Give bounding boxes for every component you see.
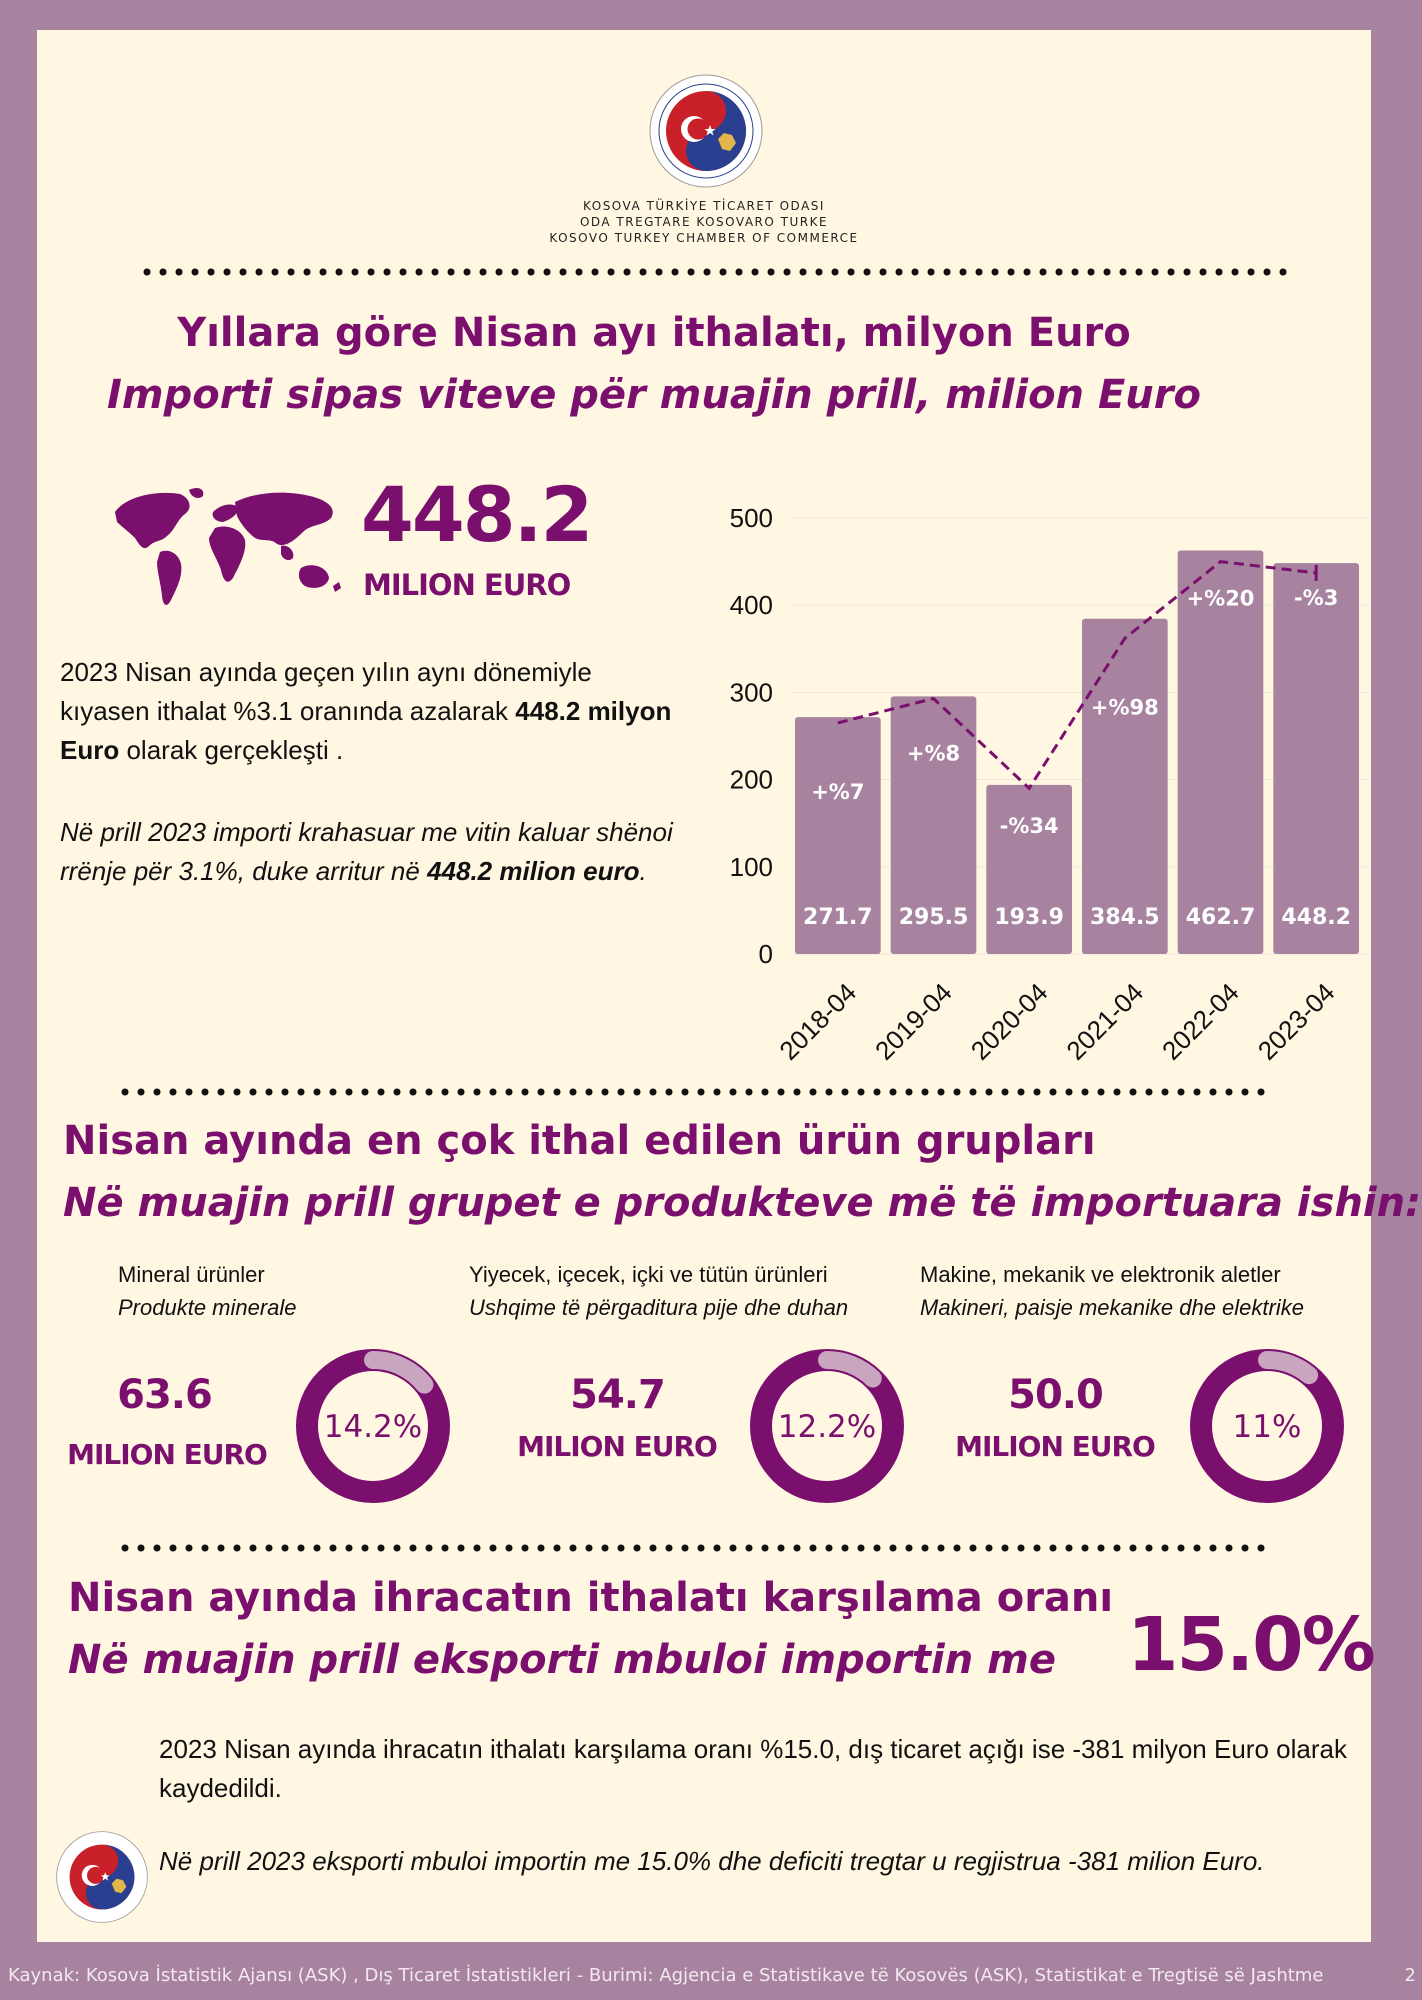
y-tick-label: 300: [729, 677, 773, 708]
x-tick-label: 2023-04: [1251, 977, 1341, 1066]
y-tick-label: 0: [758, 939, 773, 969]
import-total-unit: MILION EURO: [363, 568, 571, 602]
chamber-seal-icon: [55, 1830, 149, 1924]
product-group-3-value: 50.0: [1008, 1372, 1103, 1418]
import-summary-tr: 2023 Nisan ayında geçen yılın aynı dönemiyle kıyasen ithalat %3.1 oranında azalarak 448.2 milyon Euro olarak gerçekleşti .: [60, 657, 672, 765]
product-group-1-label: Mineral ürünler Produkte minerale: [118, 1262, 297, 1320]
product-group-2-unit: MILION EURO: [517, 1430, 717, 1463]
bar-value-label: 271.7: [803, 905, 873, 930]
section1-title-tr: Yıllara göre Nisan ayı ithalatı, milyon Euro: [177, 310, 1131, 356]
bar-change-label: +%98: [1090, 695, 1159, 720]
x-tick-label: 2020-04: [964, 977, 1054, 1066]
bar: [1273, 563, 1359, 954]
source-footer: [0, 1956, 1422, 1996]
y-tick-label: 400: [729, 590, 773, 621]
y-tick-label: 500: [729, 503, 773, 533]
chamber-seal-icon: [648, 73, 764, 189]
bar-value-label: 384.5: [1090, 905, 1160, 930]
bar-value-label: 295.5: [898, 905, 969, 930]
x-tick-label: 2019-04: [869, 977, 958, 1066]
bar-value-label: 462.7: [1185, 905, 1256, 930]
donut-share-label: 14.2%: [323, 1409, 423, 1445]
coverage-ratio-value: 15.0%: [1127, 1602, 1374, 1688]
section1-title-sq: Importi sipas viteve për muajin prill, milion Euro: [107, 372, 1201, 418]
x-tick-label: 2018-04: [773, 977, 863, 1066]
bar-change-label: -%34: [999, 813, 1059, 838]
x-tick-label: 2021-04: [1060, 977, 1150, 1066]
org-name-sq: ODA TREGTARE KOSOVARO TURKE: [579, 215, 829, 229]
product-group-1-unit: MILION EURO: [67, 1438, 267, 1471]
import-bar-chart: [677, 460, 1371, 1100]
product-group-3-unit: MILION EURO: [955, 1430, 1155, 1463]
bar-change-label: +%20: [1186, 586, 1255, 611]
donut-ring-icon: [747, 1346, 907, 1506]
world-map-icon: [105, 482, 345, 617]
section2-title-tr: Nisan ayında en çok ithal edilen ürün grupları: [63, 1118, 1096, 1164]
section2-title-sq: Në muajin prill grupet e produkteve më të importuara ishin:: [63, 1180, 1422, 1226]
source-text: Kaynak: Kosova İstatistik Ajansı (ASK) , Dış Ticaret İstatistikleri - Burimi: Agjencia e Statistikave të Kosovës (ASK), Statistikat e Tregtisë së Jashtme: [8, 1965, 1324, 1986]
donut-share-label: 12.2%: [777, 1409, 877, 1445]
donut-share-label: 11%: [1232, 1409, 1302, 1445]
bar-change-label: -%3: [1293, 586, 1339, 611]
bar: [1082, 619, 1168, 954]
page-number: 2: [1404, 1965, 1416, 1986]
divider-1: [139, 268, 1291, 276]
coverage-summary-tr: 2023 Nisan ayında ihracatın ithalatı karşılama oranı %15.0, dış ticaret açığı ise -381 milyon Euro olarak kaydedildi.: [159, 1734, 1347, 1803]
product-group-3-label: Makine, mekanik ve elektronik aletler Makineri, paisje mekanike dhe elektrike: [920, 1262, 1304, 1320]
bar-value-label: 448.2: [1281, 905, 1351, 930]
divider-3: [117, 1544, 1269, 1552]
product-group-2-value: 54.7: [570, 1372, 665, 1418]
product-group-2-label: Yiyecek, içecek, içki ve tütün ürünleri Ushqime të përgaditura pije dhe duhan: [469, 1262, 849, 1320]
org-name-en: KOSOVO TURKEY CHAMBER OF COMMERCE: [549, 231, 859, 245]
infographic-page: [37, 30, 1422, 1942]
x-tick-label: 2022-04: [1156, 977, 1245, 1066]
org-name-tr: KOSOVA TÜRKİYE TİCARET ODASI: [583, 199, 825, 213]
donut-ring-icon: [1187, 1346, 1347, 1506]
y-tick-label: 100: [729, 851, 773, 882]
y-tick-label: 200: [729, 764, 773, 795]
import-total-value: 448.2: [361, 470, 592, 559]
section3-title-sq: Në muajin prill eksporti mbuloi importin me: [68, 1637, 1056, 1683]
bar: [1178, 551, 1264, 954]
donut-ring-icon: [293, 1346, 453, 1506]
bar-change-label: +%7: [811, 780, 865, 805]
section3-title-tr: Nisan ayında ihracatın ithalatı karşılama oranı: [68, 1575, 1114, 1621]
import-summary-sq: Në prill 2023 importi krahasuar me vitin kaluar shënoi rrënje për 3.1%, duke arritur në 448.2 milion euro.: [60, 817, 673, 886]
bar-value-label: 193.9: [994, 905, 1064, 930]
coverage-summary-sq: Në prill 2023 eksporti mbuloi importin me 15.0% dhe deficiti tregtar u regjistrua -381 milion Euro.: [159, 1846, 1265, 1876]
product-group-1-value: 63.6: [117, 1372, 212, 1418]
divider-2: [117, 1088, 1269, 1096]
bar-change-label: +%8: [906, 741, 961, 766]
